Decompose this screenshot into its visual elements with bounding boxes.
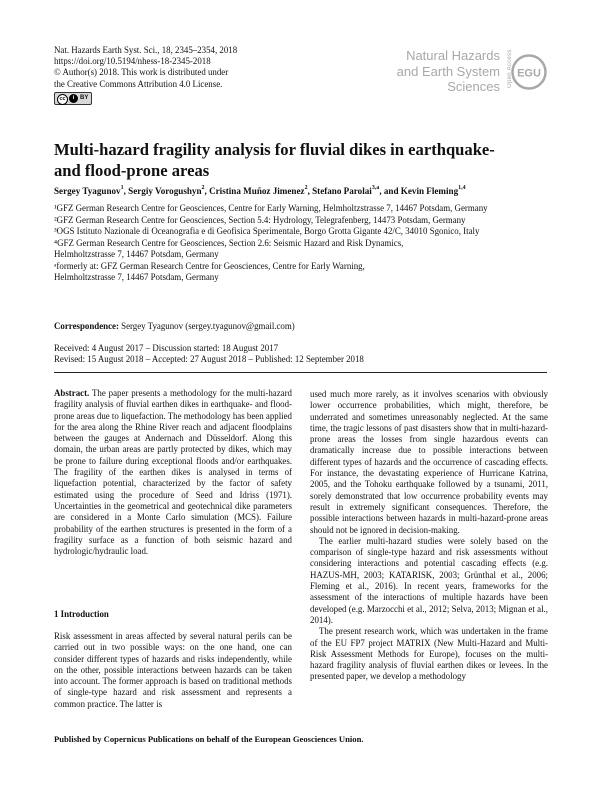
received-date: Received: 4 August 2017 – Discussion started: 18 August 2017 xyxy=(54,343,279,353)
cc-by-badge[interactable] xyxy=(54,92,92,105)
intro-paragraph: Risk assessment in areas affected by several natural perils can be carried out in two possible ways: on the one hand, one can consider different types of hazards and risks independently, while on the other, possible interactions between hazards can be taken into account. The former approach is based on traditional methods of single-type hazard and risk assessment and represents a common practice. The latter is xyxy=(54,631,292,709)
author-affiliation-marker: 3,a xyxy=(371,185,380,191)
correspondence-label: Correspondence: xyxy=(54,321,119,331)
paper-title: Multi-hazard fragility analysis for fluvial dikes in earthquake- and flood-prone areas xyxy=(54,140,495,180)
author-list: Sergey Tyagunov$^1$, Sergiy Vorogushyn$^2$, Cristina Muñoz Jimenez$^2$, Stefano Parolai$^{3,a}$, and Kevin Fleming$^{1,4}$ xyxy=(54,185,466,196)
paragraph: The present research work, which was undertaken in the frame of the EU FP7 project MATRIX (New Multi-Hazard and Multi-Risk Assessment Methods for Europe), focuses on the multi-hazard fragility analysis of fluvial earthen dikes or levees. In the presented paper, we develop a methodology xyxy=(310,626,548,682)
svg-text:EGU: EGU xyxy=(517,67,541,80)
author-name: Sergey Tyagunov xyxy=(54,186,121,196)
author-name: Sergiy Vorogushyn xyxy=(128,186,202,196)
journal-name: Natural Hazards and Earth System Sciences xyxy=(396,48,500,94)
doi-link[interactable]: https://doi.org/10.5194/nhess-18-2345-2018 xyxy=(54,56,211,67)
author-name: Cristina Muñoz Jimenez xyxy=(209,186,305,196)
cc-icon: cc xyxy=(57,94,68,105)
revised-date: Revised: 15 August 2018 – Accepted: 27 August 2018 – Published: 12 September 2018 xyxy=(54,354,364,365)
cc-badge-label: BY xyxy=(80,95,89,101)
open-access-label: Open Access xyxy=(507,49,513,89)
publisher-footer: Published by Copernicus Publications on behalf of the European Geosciences Union. xyxy=(54,734,364,744)
dates xyxy=(54,343,364,366)
abstract-label: Abstract. xyxy=(54,388,90,398)
citation-block xyxy=(54,45,314,90)
correspondence xyxy=(54,321,295,331)
abstract-text: The paper presents a methodology for the multi-hazard fragility analysis of fluvial earthen dikes in earthquake- and flood-prone areas due to liquefaction. The methodology has been applied for the area along the Rhine River reach and adjacent floodplains between the gauges at Andernach and Düsseldorf. Along this domain, the urban areas are partly protected by dikes, which may be prone to failure during exceptional floods and/or earthquakes. The fragility of the earthen dikes is analysed in terms of liquefaction potential, characterized by the factor of safety estimated using the procedure of Seed and Idriss (1971). Uncertainties in the geometrical and geotechnical dike parameters are considered in a Monte Carlo simulation (MCS). Failure probability of the earthen structures is presented in the form of a fragility surface as a function of both seismic hazard and hydrologic/hydraulic load. xyxy=(54,388,292,557)
paragraph: used much more rarely, as it involves scenarios with obviously lower occurrence probabilities, which might, therefore, be underrated and sometimes unreasonably neglected. At the same time, the tragic lessons of past disasters show that in multi-hazard-prone areas the losses from single hazardous events can dramatically increase due to possible interactions between different types of hazards and the occurrence of cascading effects. For instance, the devastating experience of Hurricane Katrina, 2005, and the Tohoku earthquake followed by a tsunami, 2011, sorely demonstrated that low occurrence probability events may result in extremely significant consequences. Therefore, the possible interactions between hazards in multi-hazard-prone areas should not be ignored in decision-making. xyxy=(310,389,548,535)
author-affiliation-marker: 2 xyxy=(201,185,205,191)
right-column xyxy=(310,389,548,683)
license: the Creative Commons Attribution 4.0 License. xyxy=(54,78,223,89)
correspondence-text: Sergey Tyagunov (sergey.tyagunov@gmail.com) xyxy=(121,321,295,331)
affiliations: ¹GFZ German Research Centre for Geosciences, Centre for Early Warning, Helmholtzstrasse 7, 14467 Potsdam, Germany ²GFZ German Research Centre for Geosciences, Section 5.4: Hydrology, Telegrafenberg, 14473 Potsdam, Germany ³OGS Istituto Nazionale di Oceanografia e di Geofisica Sperimentale, Borgo Grotta Gigante 42/C, 34010 Sgonico, Italy ⁴GFZ German Research Centre for Geosciences, Section 2.6: Seismic Hazard and Risk Dynamics, Helmholtzstrasse 7, 14467 Potsdam, Germany ᵃformerly at: GFZ German Research Centre for Geosciences, Centre for Early Warning, Helmholtzstrasse 7, 14467 Potsdam, Germany xyxy=(54,203,488,282)
author-affiliation-marker: 1 xyxy=(120,185,124,191)
divider xyxy=(54,372,547,373)
paragraph: The earlier multi-hazard studies were solely based on the comparison of single-type hazard and risk assessments without considering interactions and potential cascading effects (e.g. HAZUS-MH, 2003; KATARISK, 2003; Grünthal et al., 2006; Fleming et al., 2016). In recent years, frameworks for the assessment of the interactions of multiple hazards have been developed (e.g. Marzocchi et al., 2012; Selva, 2013; Mignan et al., 2014). xyxy=(310,535,548,625)
section-heading: 1 Introduction xyxy=(54,609,109,619)
citation: Nat. Hazards Earth Syst. Sci., 18, 2345–2354, 2018 xyxy=(54,45,238,55)
copyright: © Author(s) 2018. This work is distributed under xyxy=(54,67,229,78)
author-name: Kevin Fleming xyxy=(400,186,459,196)
author-affiliation-marker: 2 xyxy=(304,185,308,191)
author-name: Stefano Parolai xyxy=(312,186,372,196)
person-icon: i xyxy=(69,94,78,103)
abstract xyxy=(54,388,292,557)
egu-logo xyxy=(511,54,547,90)
author-affiliation-marker: 1,4 xyxy=(458,185,466,191)
